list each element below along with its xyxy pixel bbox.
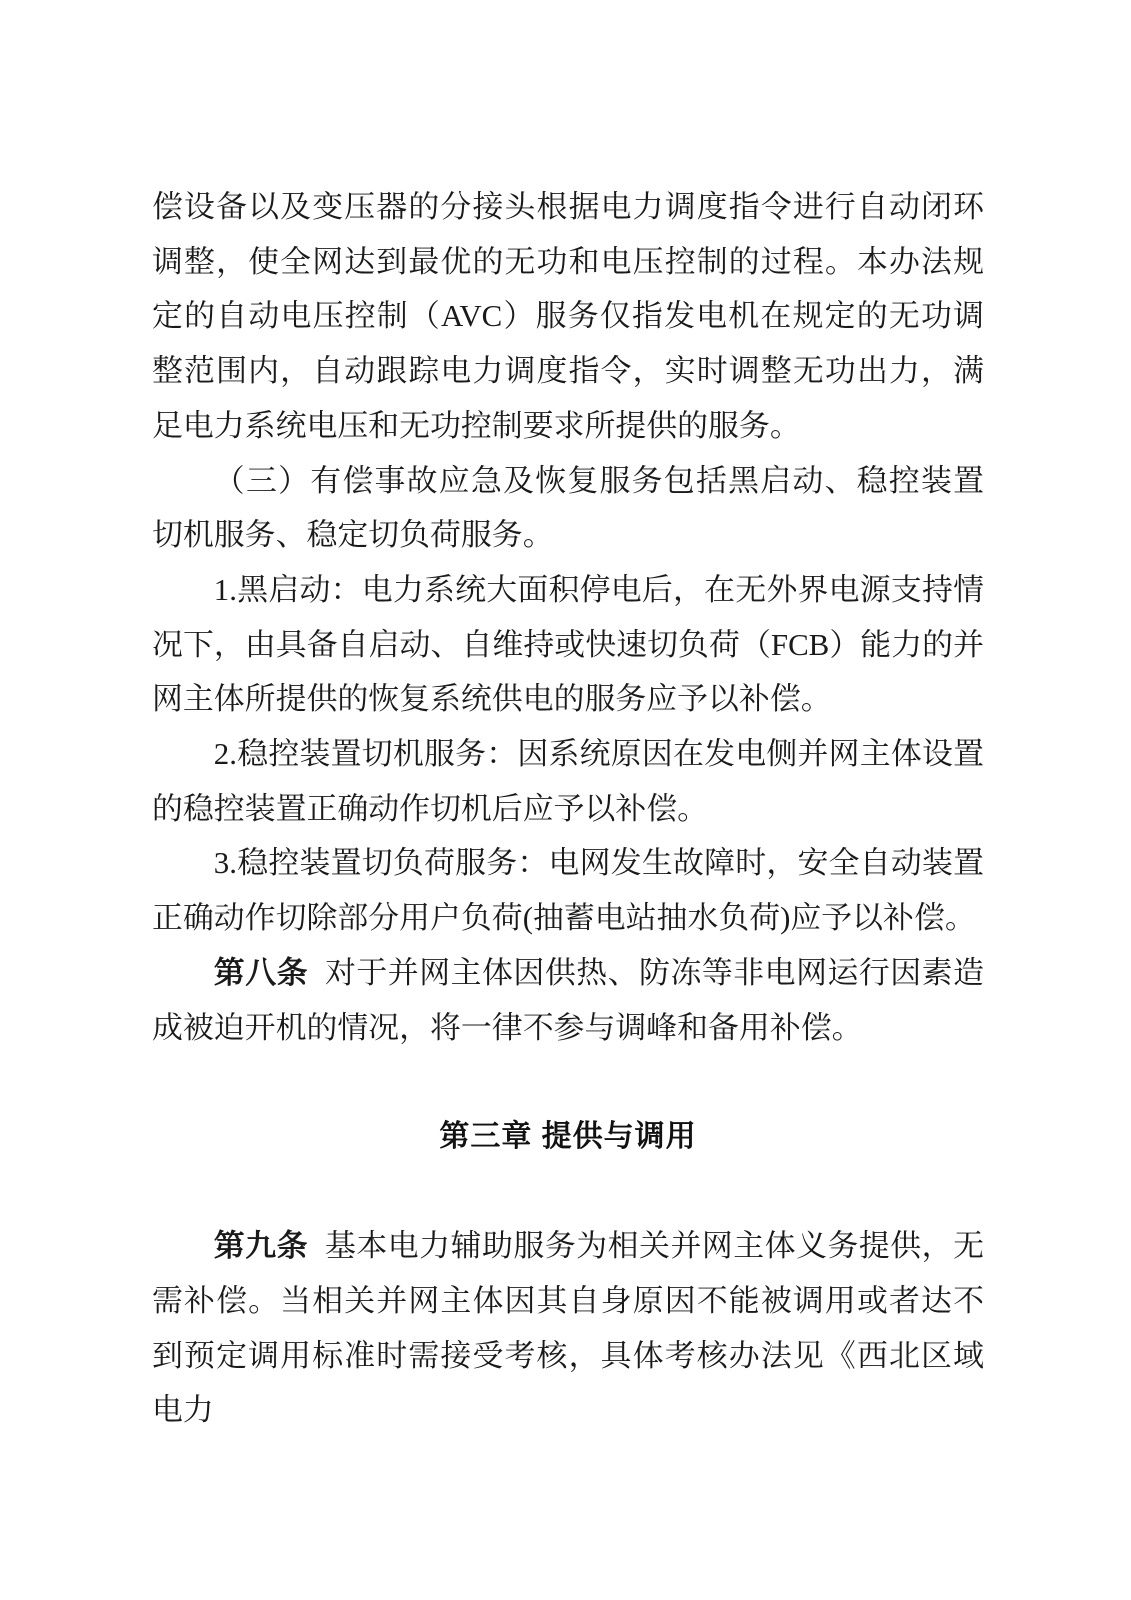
document-body <box>152 180 984 1438</box>
article-8-number: 第八条 <box>213 954 309 990</box>
paragraph-stability-control-load-shedding: 3.稳控装置切负荷服务：电网发生故障时，安全自动装置正确动作切除部分用户负荷(抽蓄电站抽水负荷)应予以补偿。 <box>152 845 984 936</box>
chapter-3-heading: 第三章 提供与调用 <box>439 1119 697 1153</box>
paragraph-article-9 <box>152 1219 984 1438</box>
article-8-text: 对于并网主体因供热、防冻等非电网运行因素造成被迫开机的情况，将一律不参与调峰和备用补偿。 <box>152 954 984 1045</box>
paragraph-item-3-emergency-recovery: （三）有偿事故应急及恢复服务包括黑启动、稳控装置切机服务、稳定切负荷服务。 <box>152 462 984 553</box>
article-9-text: 基本电力辅助服务为相关并网主体义务提供，无需补偿。当相关并网主体因其自身原因不能被调用或者达不到预定调用标准时需接受考核，具体考核办法见《西北区域电力 <box>152 1228 984 1428</box>
paragraph-black-start: 1.黑启动：电力系统大面积停电后，在无外界电源支持情况下，由具备自启动、自维持或快速切负荷（FCB）能力的并网主体所提供的恢复系统供电的服务应予以补偿。 <box>152 571 984 717</box>
paragraph-article-8 <box>152 946 984 1055</box>
paragraph-stability-control-trip: 2.稳控装置切机服务：因系统原因在发电侧并网主体设置的稳控装置正确动作切机后应予以补偿。 <box>152 736 984 826</box>
article-9-number: 第九条 <box>213 1228 309 1264</box>
paragraph-avc-definition: 偿设备以及变压器的分接头根据电力调度指令进行自动闭环调整，使全网达到最优的无功和电压控制的过程。本办法规定的自动电压控制（AVC）服务仅指发电机在规定的无功调整范围内，自动跟踪电力调度指令，实时调整无功出力，满足电力系统电压和无功控制要求所提供的服务。 <box>152 189 984 443</box>
